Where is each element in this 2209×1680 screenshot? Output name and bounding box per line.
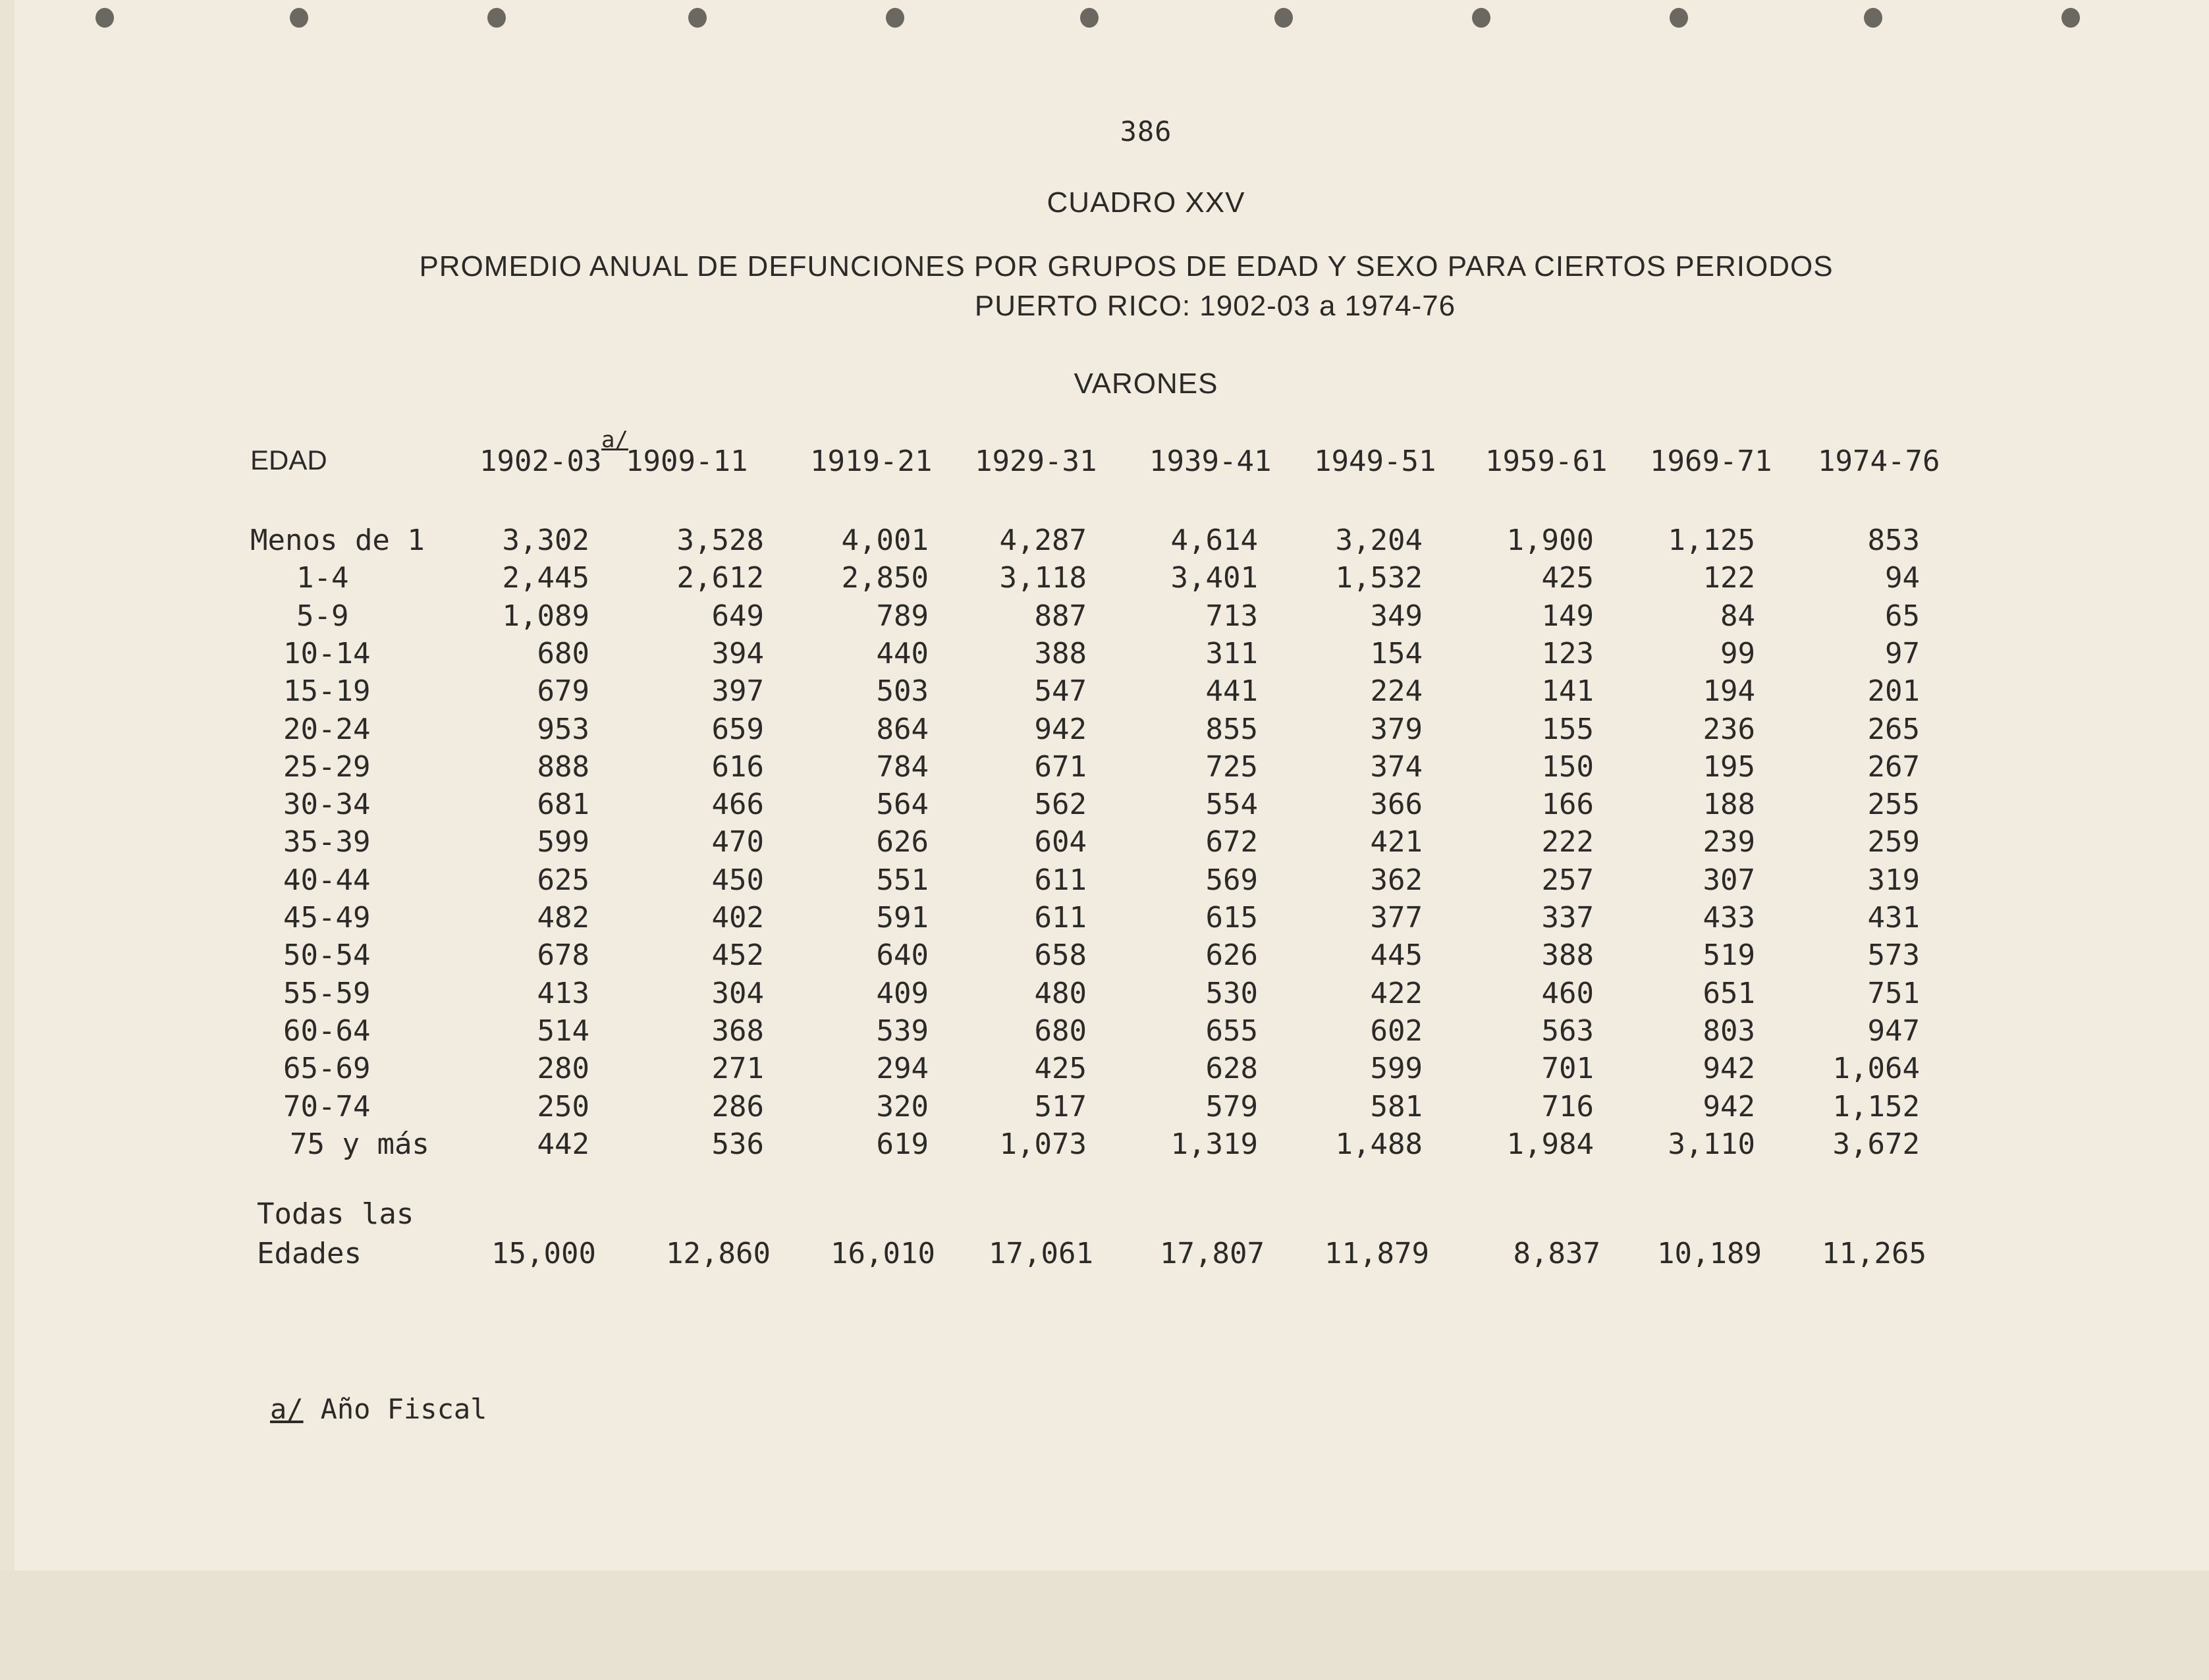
binder-hole-4 xyxy=(688,8,707,28)
value-cell: 1,073 xyxy=(999,1127,1087,1161)
value-cell: 294 xyxy=(876,1052,929,1085)
value-cell: 3,110 xyxy=(1668,1127,1755,1161)
value-cell: 562 xyxy=(1034,788,1087,821)
total-value-cell: 17,061 xyxy=(989,1237,1093,1270)
value-cell: 141 xyxy=(1541,674,1594,708)
column-header-period: 1974-76 xyxy=(1818,445,1940,478)
age-group-cell: 1-4 xyxy=(296,561,349,595)
age-group-cell: 70-74 xyxy=(283,1090,371,1124)
table-row xyxy=(0,750,2209,788)
value-cell: 149 xyxy=(1541,599,1594,633)
value-cell: 3,672 xyxy=(1832,1127,1920,1161)
value-cell: 947 xyxy=(1867,1014,1920,1048)
header-footnote-mark: a/ xyxy=(601,427,628,453)
table-row xyxy=(0,1127,2209,1165)
value-cell: 166 xyxy=(1541,788,1594,821)
value-cell: 3,204 xyxy=(1335,524,1423,557)
value-cell: 591 xyxy=(876,901,929,935)
value-cell: 599 xyxy=(537,825,589,859)
value-cell: 716 xyxy=(1541,1090,1594,1124)
binder-hole-1 xyxy=(95,8,114,28)
age-group-cell: Menos de 1 xyxy=(250,524,425,557)
value-cell: 280 xyxy=(537,1052,589,1085)
binder-hole-6 xyxy=(1080,8,1099,28)
table-row xyxy=(0,938,2209,976)
age-group-cell: 40-44 xyxy=(283,863,371,897)
value-cell: 2,850 xyxy=(841,561,929,595)
value-cell: 195 xyxy=(1703,750,1755,784)
value-cell: 581 xyxy=(1370,1090,1423,1124)
value-cell: 604 xyxy=(1034,825,1087,859)
column-header-period: 1959-61 xyxy=(1485,445,1608,478)
value-cell: 671 xyxy=(1034,750,1087,784)
value-cell: 953 xyxy=(537,713,589,746)
value-cell: 672 xyxy=(1205,825,1258,859)
value-cell: 611 xyxy=(1034,901,1087,935)
value-cell: 409 xyxy=(876,977,929,1010)
value-cell: 625 xyxy=(537,863,589,897)
value-cell: 452 xyxy=(711,938,764,972)
binder-hole-5 xyxy=(886,8,904,28)
value-cell: 658 xyxy=(1034,938,1087,972)
value-cell: 470 xyxy=(711,825,764,859)
value-cell: 573 xyxy=(1867,938,1920,972)
value-cell: 3,401 xyxy=(1170,561,1258,595)
value-cell: 887 xyxy=(1034,599,1087,633)
value-cell: 421 xyxy=(1370,825,1423,859)
value-cell: 1,488 xyxy=(1335,1127,1423,1161)
age-group-cell: 30-34 xyxy=(283,788,371,821)
value-cell: 286 xyxy=(711,1090,764,1124)
age-group-cell: 65-69 xyxy=(283,1052,371,1085)
table-row xyxy=(0,524,2209,561)
value-cell: 547 xyxy=(1034,674,1087,708)
value-cell: 257 xyxy=(1541,863,1594,897)
value-cell: 368 xyxy=(711,1014,764,1048)
value-cell: 3,528 xyxy=(676,524,764,557)
age-group-cell: 60-64 xyxy=(283,1014,371,1048)
column-header-edad: EDAD xyxy=(250,445,327,475)
table-row xyxy=(0,561,2209,599)
value-cell: 194 xyxy=(1703,674,1755,708)
value-cell: 680 xyxy=(1034,1014,1087,1048)
value-cell: 579 xyxy=(1205,1090,1258,1124)
value-cell: 640 xyxy=(876,938,929,972)
value-cell: 651 xyxy=(1703,977,1755,1010)
value-cell: 569 xyxy=(1205,863,1258,897)
value-cell: 425 xyxy=(1034,1052,1087,1085)
value-cell: 222 xyxy=(1541,825,1594,859)
value-cell: 267 xyxy=(1867,750,1920,784)
value-cell: 3,302 xyxy=(502,524,589,557)
value-cell: 539 xyxy=(876,1014,929,1048)
value-cell: 362 xyxy=(1370,863,1423,897)
column-header-period: 1909-11 xyxy=(626,445,748,478)
value-cell: 514 xyxy=(537,1014,589,1048)
value-cell: 1,984 xyxy=(1506,1127,1594,1161)
page-number: 386 xyxy=(1120,115,1172,148)
binder-hole-2 xyxy=(290,8,308,28)
footnote-text: Año Fiscal xyxy=(320,1393,487,1425)
value-cell: 84 xyxy=(1720,599,1755,633)
value-cell: 888 xyxy=(537,750,589,784)
value-cell: 397 xyxy=(711,674,764,708)
value-cell: 554 xyxy=(1205,788,1258,821)
value-cell: 94 xyxy=(1885,561,1920,595)
value-cell: 503 xyxy=(876,674,929,708)
value-cell: 466 xyxy=(711,788,764,821)
value-cell: 239 xyxy=(1703,825,1755,859)
value-cell: 564 xyxy=(876,788,929,821)
value-cell: 942 xyxy=(1703,1090,1755,1124)
value-cell: 784 xyxy=(876,750,929,784)
value-cell: 188 xyxy=(1703,788,1755,821)
value-cell: 1,532 xyxy=(1335,561,1423,595)
table-row xyxy=(0,1052,2209,1089)
value-cell: 450 xyxy=(711,863,764,897)
value-cell: 425 xyxy=(1541,561,1594,595)
value-cell: 680 xyxy=(537,637,589,670)
table-row xyxy=(0,901,2209,938)
value-cell: 655 xyxy=(1205,1014,1258,1048)
value-cell: 440 xyxy=(876,637,929,670)
value-cell: 460 xyxy=(1541,977,1594,1010)
total-value-cell: 17,807 xyxy=(1160,1237,1265,1270)
value-cell: 307 xyxy=(1703,863,1755,897)
value-cell: 259 xyxy=(1867,825,1920,859)
age-group-cell: 10-14 xyxy=(283,637,371,670)
value-cell: 679 xyxy=(537,674,589,708)
value-cell: 388 xyxy=(1541,938,1594,972)
age-group-cell: 45-49 xyxy=(283,901,371,935)
value-cell: 99 xyxy=(1720,637,1755,670)
value-cell: 1,089 xyxy=(502,599,589,633)
value-cell: 803 xyxy=(1703,1014,1755,1048)
value-cell: 431 xyxy=(1867,901,1920,935)
footnote xyxy=(270,1393,487,1425)
value-cell: 855 xyxy=(1205,713,1258,746)
table-row xyxy=(0,788,2209,825)
value-cell: 1,900 xyxy=(1506,524,1594,557)
value-cell: 681 xyxy=(537,788,589,821)
value-cell: 611 xyxy=(1034,863,1087,897)
table-row xyxy=(0,1090,2209,1127)
value-cell: 377 xyxy=(1370,901,1423,935)
value-cell: 255 xyxy=(1867,788,1920,821)
value-cell: 320 xyxy=(876,1090,929,1124)
value-cell: 4,287 xyxy=(999,524,1087,557)
value-cell: 551 xyxy=(876,863,929,897)
value-cell: 942 xyxy=(1034,713,1087,746)
value-cell: 271 xyxy=(711,1052,764,1085)
value-cell: 319 xyxy=(1867,863,1920,897)
column-header-period: 1969-71 xyxy=(1650,445,1772,478)
total-label-line1: Todas las xyxy=(257,1197,414,1231)
value-cell: 530 xyxy=(1205,977,1258,1010)
value-cell: 517 xyxy=(1034,1090,1087,1124)
table-label: CUADRO XXV xyxy=(1047,186,1245,219)
age-group-cell: 55-59 xyxy=(283,977,371,1010)
value-cell: 864 xyxy=(876,713,929,746)
total-value-cell: 10,189 xyxy=(1657,1237,1762,1270)
value-cell: 311 xyxy=(1205,637,1258,670)
value-cell: 154 xyxy=(1370,637,1423,670)
value-cell: 445 xyxy=(1370,938,1423,972)
value-cell: 4,614 xyxy=(1170,524,1258,557)
column-header-period: 1949-51 xyxy=(1314,445,1436,478)
value-cell: 402 xyxy=(711,901,764,935)
table-row xyxy=(0,599,2209,637)
value-cell: 413 xyxy=(537,977,589,1010)
value-cell: 374 xyxy=(1370,750,1423,784)
value-cell: 942 xyxy=(1703,1052,1755,1085)
age-group-cell: 25-29 xyxy=(283,750,371,784)
value-cell: 480 xyxy=(1034,977,1087,1010)
value-cell: 337 xyxy=(1541,901,1594,935)
value-cell: 388 xyxy=(1034,637,1087,670)
value-cell: 155 xyxy=(1541,713,1594,746)
value-cell: 563 xyxy=(1541,1014,1594,1048)
value-cell: 442 xyxy=(537,1127,589,1161)
scan-bottom-margin xyxy=(0,1571,2209,1680)
value-cell: 394 xyxy=(711,637,764,670)
value-cell: 366 xyxy=(1370,788,1423,821)
binder-hole-7 xyxy=(1274,8,1293,28)
value-cell: 725 xyxy=(1205,750,1258,784)
binder-hole-8 xyxy=(1472,8,1490,28)
value-cell: 150 xyxy=(1541,750,1594,784)
total-value-cell: 15,000 xyxy=(491,1237,596,1270)
value-cell: 1,064 xyxy=(1832,1052,1920,1085)
value-cell: 97 xyxy=(1885,637,1920,670)
value-cell: 536 xyxy=(711,1127,764,1161)
value-cell: 616 xyxy=(711,750,764,784)
table-row xyxy=(0,863,2209,901)
section-heading: VARONES xyxy=(1074,367,1218,400)
value-cell: 3,118 xyxy=(999,561,1087,595)
column-header-period: 1919-21 xyxy=(810,445,933,478)
value-cell: 379 xyxy=(1370,713,1423,746)
total-value-cell: 11,879 xyxy=(1324,1237,1429,1270)
value-cell: 1,125 xyxy=(1668,524,1755,557)
table-row xyxy=(0,825,2209,863)
table-row xyxy=(0,977,2209,1014)
value-cell: 122 xyxy=(1703,561,1755,595)
value-cell: 751 xyxy=(1867,977,1920,1010)
binder-hole-9 xyxy=(1670,8,1688,28)
value-cell: 224 xyxy=(1370,674,1423,708)
value-cell: 628 xyxy=(1205,1052,1258,1085)
value-cell: 265 xyxy=(1867,713,1920,746)
age-group-cell: 15-19 xyxy=(283,674,371,708)
value-cell: 599 xyxy=(1370,1052,1423,1085)
value-cell: 4,001 xyxy=(841,524,929,557)
value-cell: 2,612 xyxy=(676,561,764,595)
age-group-cell: 50-54 xyxy=(283,938,371,972)
table-row xyxy=(0,637,2209,674)
value-cell: 441 xyxy=(1205,674,1258,708)
table-row xyxy=(0,674,2209,712)
table-row xyxy=(0,713,2209,750)
table-subtitle: PUERTO RICO: 1902-03 a 1974-76 xyxy=(974,290,1456,322)
value-cell: 615 xyxy=(1205,901,1258,935)
column-header-period: 1902-03 xyxy=(479,445,602,478)
value-cell: 649 xyxy=(711,599,764,633)
column-header-period: 1929-31 xyxy=(975,445,1097,478)
value-cell: 2,445 xyxy=(502,561,589,595)
binder-hole-11 xyxy=(2061,8,2080,28)
table-title: PROMEDIO ANUAL DE DEFUNCIONES POR GRUPOS DE EDAD Y SEXO PARA CIERTOS PERIODOS xyxy=(419,250,1834,283)
value-cell: 713 xyxy=(1205,599,1258,633)
age-group-cell: 35-39 xyxy=(283,825,371,859)
footnote-mark: a/ xyxy=(270,1393,304,1425)
value-cell: 349 xyxy=(1370,599,1423,633)
total-row xyxy=(0,1237,2209,1274)
value-cell: 519 xyxy=(1703,938,1755,972)
age-group-cell: 5-9 xyxy=(296,599,349,633)
value-cell: 236 xyxy=(1703,713,1755,746)
binder-hole-3 xyxy=(487,8,506,28)
table-row xyxy=(0,1014,2209,1052)
value-cell: 65 xyxy=(1885,599,1920,633)
value-cell: 482 xyxy=(537,901,589,935)
value-cell: 789 xyxy=(876,599,929,633)
total-value-cell: 16,010 xyxy=(831,1237,935,1270)
value-cell: 678 xyxy=(537,938,589,972)
value-cell: 123 xyxy=(1541,637,1594,670)
value-cell: 1,152 xyxy=(1832,1090,1920,1124)
value-cell: 626 xyxy=(876,825,929,859)
age-group-cell: 20-24 xyxy=(283,713,371,746)
value-cell: 853 xyxy=(1867,524,1920,557)
value-cell: 1,319 xyxy=(1170,1127,1258,1161)
value-cell: 701 xyxy=(1541,1052,1594,1085)
value-cell: 626 xyxy=(1205,938,1258,972)
value-cell: 250 xyxy=(537,1090,589,1124)
value-cell: 433 xyxy=(1703,901,1755,935)
age-group-cell: 75 y más xyxy=(290,1127,429,1161)
column-header-period: 1939-41 xyxy=(1149,445,1272,478)
value-cell: 422 xyxy=(1370,977,1423,1010)
value-cell: 619 xyxy=(876,1127,929,1161)
value-cell: 602 xyxy=(1370,1014,1423,1048)
total-value-cell: 11,265 xyxy=(1822,1237,1926,1270)
total-value-cell: 12,860 xyxy=(666,1237,771,1270)
total-value-cell: 8,837 xyxy=(1513,1237,1600,1270)
total-label-line2: Edades xyxy=(257,1237,362,1270)
value-cell: 304 xyxy=(711,977,764,1010)
binder-hole-10 xyxy=(1864,8,1882,28)
value-cell: 201 xyxy=(1867,674,1920,708)
value-cell: 659 xyxy=(711,713,764,746)
